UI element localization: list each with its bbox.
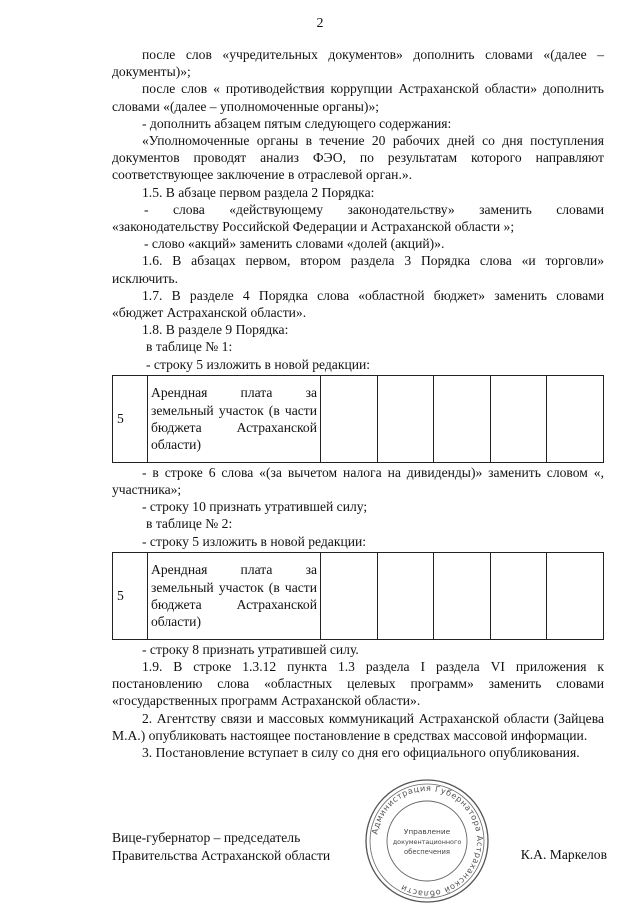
paragraph: - слово «акций» заменить словами «долей (акций)». <box>144 236 445 252</box>
paragraph: 1.8. В разделе 9 Порядка: <box>142 322 289 338</box>
table-cell <box>434 552 491 639</box>
paragraph: после слов « противодействия коррупции Астраханской области» дополнить словами «(далее – уполномоченные органы)»; <box>112 81 604 114</box>
table-row <box>113 552 604 639</box>
paragraph: - строку 10 признать утратившей силу; <box>142 499 368 515</box>
table-row <box>113 375 604 462</box>
stamp-inner-line: документационного <box>392 838 462 846</box>
paragraph: 1.7. В разделе 4 Порядка слова «областной бюджет» заменить словами «бюджет Астраханской области». <box>112 287 604 321</box>
table-cell <box>377 552 434 639</box>
table-cell <box>547 375 604 462</box>
table-cell <box>490 552 547 639</box>
paragraph: - строку 5 изложить в новой редакции: <box>146 356 371 372</box>
table-cell-number: 5 <box>113 552 148 639</box>
table-1 <box>112 375 604 463</box>
paragraph: 1.5. В абзаце первом раздела 2 Порядка: <box>142 184 375 200</box>
paragraph: - строку 5 изложить в новой редакции: <box>142 533 367 549</box>
paragraph: в таблице № 1: <box>146 339 233 355</box>
table-cell <box>321 552 378 639</box>
table-cell <box>321 375 378 462</box>
paragraph: в таблице № 2: <box>146 516 233 532</box>
paragraph: 1.6. В абзацах первом, втором раздела 3 Порядка слова «и торговли» исключить. <box>112 253 604 286</box>
document-body <box>112 46 604 761</box>
paragraph: после слов «учредительных документов» дополнить словами «(далее – документы)»; <box>112 47 604 80</box>
table-cell <box>377 375 434 462</box>
stamp-inner-line: обеспечения <box>403 848 451 856</box>
table-2 <box>112 552 604 640</box>
table-cell <box>490 375 547 462</box>
paragraph: - дополнить абзацем пятым следующего содержания: <box>142 115 452 131</box>
signatory-position: Правительства Астраханской области <box>112 847 331 863</box>
table-cell <box>547 552 604 639</box>
page-number: 2 <box>316 16 324 31</box>
paragraph: 3. Постановление вступает в силу со дня его официального опубликования. <box>142 745 580 761</box>
stamp-outer-text: Администрация Губернатора Астраханской области <box>369 782 486 900</box>
table-cell-description: Арендная плата за земельный участок (в части бюджета Астраханской области) <box>148 552 321 639</box>
signature-block <box>112 829 607 864</box>
paragraph: - в строке 6 слова «(за вычетом налога на дивиденды)» заменить словом «, участника»; <box>112 464 604 498</box>
signatory-position: Вице-губернатор – председатель <box>112 830 301 845</box>
table-cell <box>434 375 491 462</box>
table-cell-description: Арендная плата за земельный участок (в части бюджета Астраханской области) <box>148 375 321 462</box>
signatory-name: К.А. Маркелов <box>520 847 607 862</box>
paragraph: 1.9. В строке 1.3.12 пункта 1.3 раздела I раздела VI приложения к постановлению слова «областных целевых программ» заменить словами «государственных программ Астраханской области». <box>112 659 604 709</box>
paragraph: «Уполномоченные органы в течение 20 рабочих дней со дня поступления документов проводят анализ ФЭО, по результатам которого направляют соответствующее заключение в отраслевой орган.». <box>112 133 604 183</box>
paragraph: - слова «действующему законодательству» заменить словами «законодательству Российской Федерации и Астраханской области »; <box>112 201 604 235</box>
paragraph: 2. Агентству связи и массовых коммуникаций Астраханской области (Зайцева М.А.) опубликовать настоящее постановление в средствах массовой информации. <box>112 710 604 743</box>
stamp-inner-line: Управление <box>403 827 451 836</box>
paragraph: - строку 8 признать утратившей силу. <box>142 641 359 657</box>
table-cell-number: 5 <box>113 375 148 462</box>
